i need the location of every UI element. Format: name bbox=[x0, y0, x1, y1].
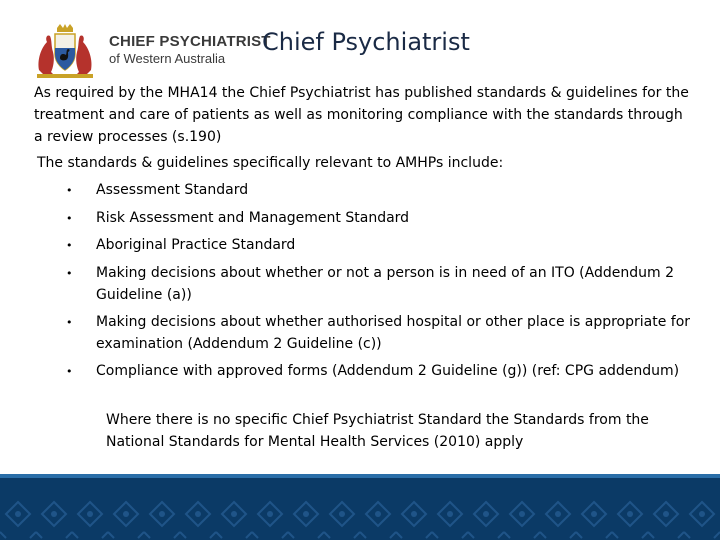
list-item-text: Risk Assessment and Management Standard bbox=[96, 210, 410, 226]
footer-accent-line bbox=[0, 474, 720, 478]
list-item-text: Making decisions about whether authorised hospital or other place is appropriate for examination (Addendum 2 Guideline (c)) bbox=[96, 314, 691, 352]
logo-title: CHIEF PSYCHIATRIST bbox=[109, 33, 271, 50]
logo-subtitle: of Western Australia bbox=[109, 51, 226, 66]
bullet-dot-icon: • bbox=[66, 267, 73, 280]
intro-paragraph: As required by the MHA14 the Chief Psychiatrist has published standards & guidelines for the treatment and care of patients as well as monitoring compliance with the standards through a review processes (s.190) bbox=[34, 85, 689, 145]
chief-psychiatrist-logo bbox=[33, 24, 271, 80]
bullet-dot-icon: • bbox=[66, 184, 73, 197]
list-item-text: Assessment Standard bbox=[96, 182, 249, 198]
bullet-dot-icon: • bbox=[66, 316, 73, 329]
list-item-text: Aboriginal Practice Standard bbox=[96, 237, 296, 253]
list-heading: The standards & guidelines specifically relevant to AMHPs include: bbox=[37, 155, 504, 171]
list-item-text: Compliance with approved forms (Addendum 2 Guideline (g)) (ref: CPG addendum) bbox=[96, 363, 680, 379]
wa-coat-of-arms-icon bbox=[33, 24, 97, 80]
note-paragraph: Where there is no specific Chief Psychiatrist Standard the Standards from the National Standards for Mental Health Services (2010) apply bbox=[106, 412, 649, 450]
bullet-dot-icon: • bbox=[66, 239, 73, 252]
list-item-text: Making decisions about whether or not a person is in need of an ITO (Addendum 2 Guideline (a)) bbox=[96, 265, 674, 303]
page-title: Chief Psychiatrist bbox=[262, 28, 470, 56]
bullet-dot-icon: • bbox=[66, 365, 73, 378]
bullet-dot-icon: • bbox=[66, 212, 73, 225]
footer-pattern bbox=[0, 498, 720, 540]
